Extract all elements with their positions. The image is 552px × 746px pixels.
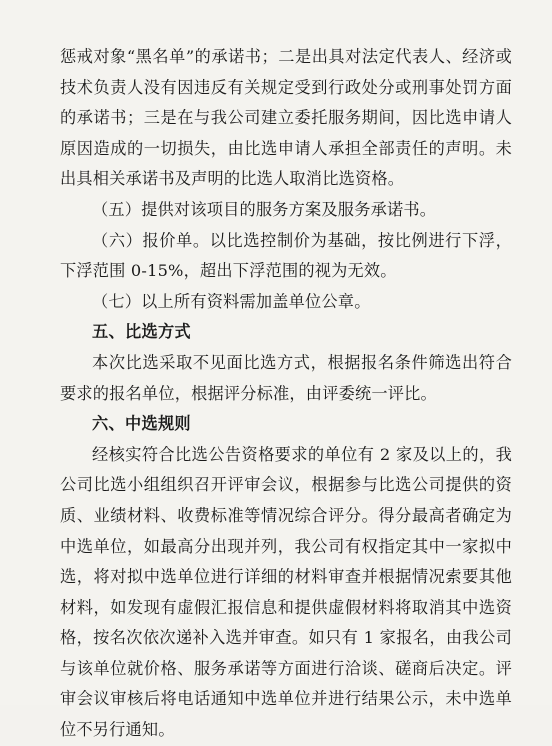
document-body — [60, 42, 512, 746]
section-body-5: 本次比选采取不见面比选方式，根据报名条件筛选出符合要求的报名单位，根据评分标准，由评委统一评比。 — [60, 352, 512, 403]
paragraph-continuation: 惩戒对象“黑名单”的承诺书；二是出具对法定代表人、经济或技术负责人没有因违反有关规定受到行政处分或刑事处罚方面的承诺书；三是在与我公司建立委托服务期间，因比选申请人原因造成的一切损失，由比选申请人承担全部责任的声明。未出具相关承诺书及声明的比选人取消比选资格。 — [60, 47, 512, 189]
list-item-5: （五）提供对该项目的服务方案及服务承诺书。 — [92, 199, 437, 219]
list-item-6: （六）报价单。以比选控制价为基础，按比例进行下浮，下浮范围 0-15%，超出下浮范围的视为无效。 — [60, 230, 512, 281]
list-item-7: （七）以上所有资料需加盖单位公章。 — [92, 291, 371, 311]
section-heading-6: 六、中选规则 — [92, 414, 191, 434]
section-heading-5: 五、比选方式 — [92, 322, 191, 342]
section-body-6: 经核实符合比选公告资格要求的单位有 2 家及以上的，我公司比选小组组织召开评审会议，根据参与比选公司提供的资质、业绩材料、收费标准等情况综合评分。得分最高者确定为中选单位，如最高分出现并列，我公司有权指定其中一家拟中选，将对拟中选单位进行详细的材料审查并根据情况索要其他材料，如发现有虚假汇报信息和提供虚假材料将取消其中选资格，按名次依次递补入选并审查。如只有 1 家报名，由我公司与该单位就价格、服务承诺等方面进行洽谈、磋商后决定。评审会议审核后将电话通知中选单位并进行结果公示，未中选单位不另行通知。 — [60, 444, 512, 740]
